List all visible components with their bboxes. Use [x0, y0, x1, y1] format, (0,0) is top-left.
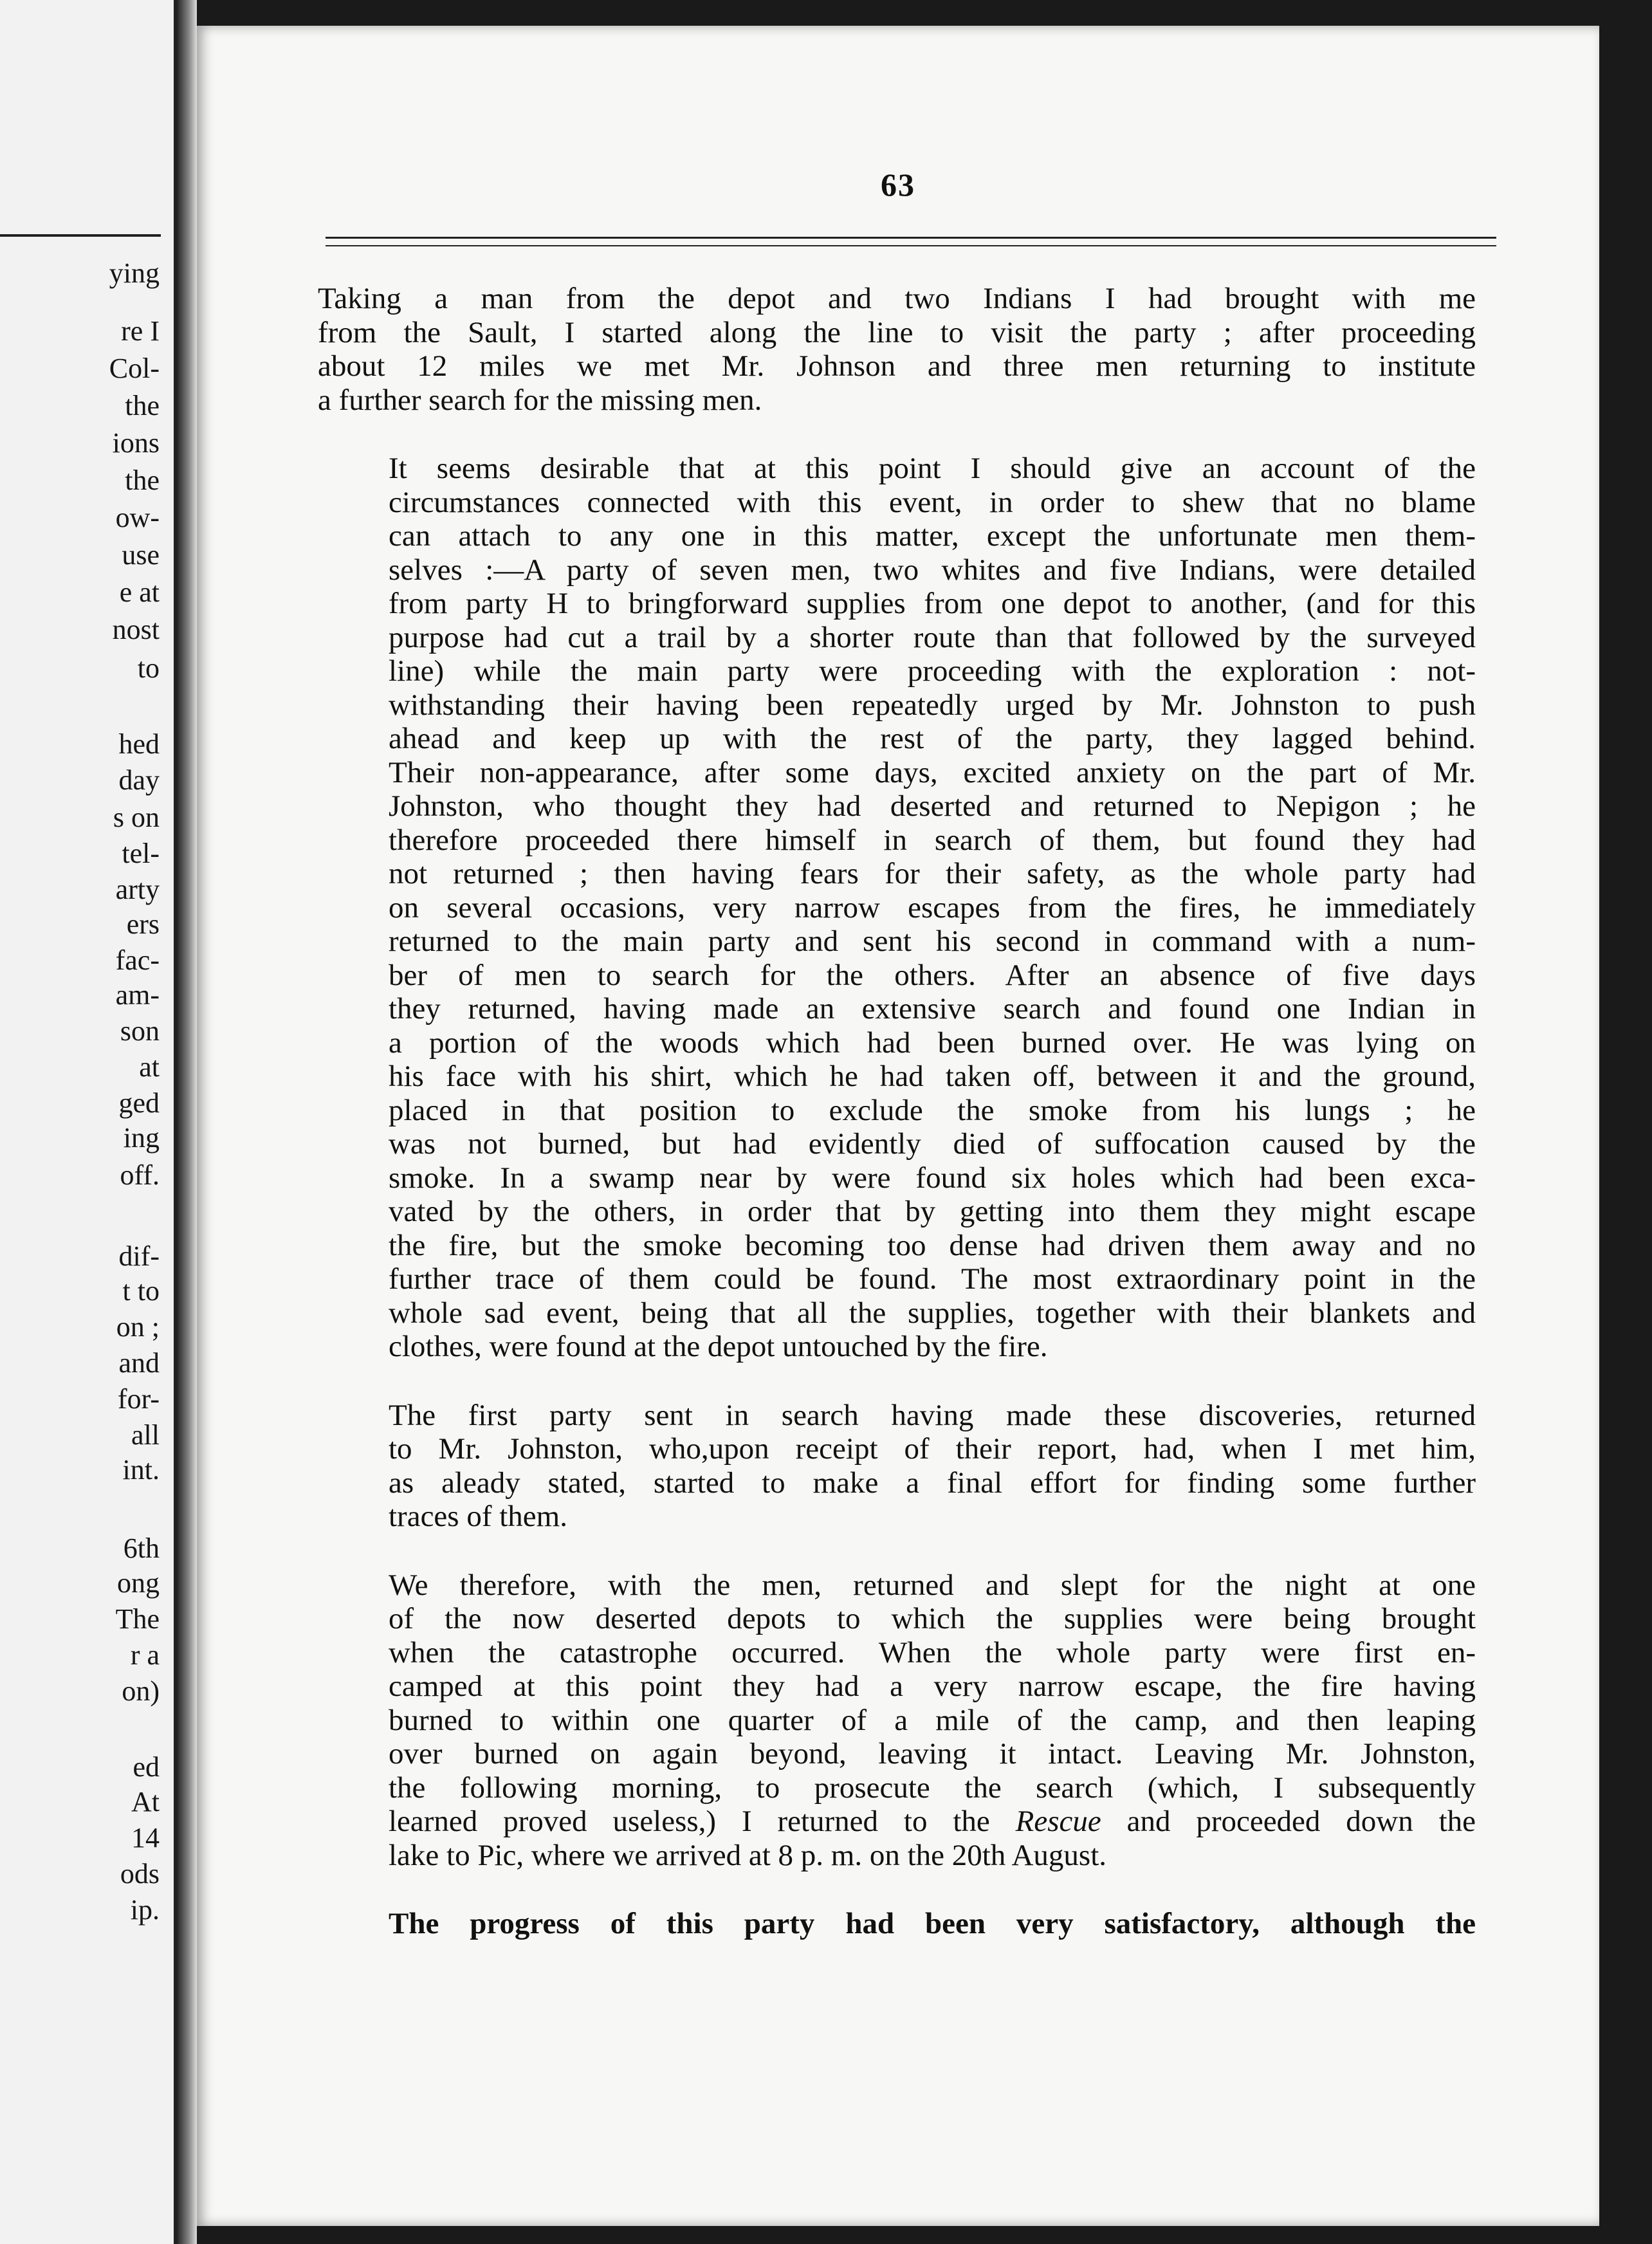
facing-page-fragment: hed	[118, 728, 160, 760]
text-line: the fire, but the smoke becoming too dense had driven them away and no	[389, 1228, 1476, 1262]
facing-page-fragment: 6th	[123, 1532, 160, 1564]
facing-page-fragment: the	[125, 464, 160, 496]
text-fragment: and proceeded down the	[1126, 1805, 1476, 1838]
paragraph-1	[318, 282, 1476, 417]
text-line: from party H to bringforward supplies from one depot to another, (and for this	[389, 587, 1476, 620]
document-page	[197, 26, 1599, 2226]
paragraph-2	[318, 452, 1476, 1364]
text-fragment: learned proved useless,) I returned to the	[389, 1805, 990, 1838]
facing-page-fragment: ying	[109, 257, 160, 289]
facing-page-fragment: ip.	[130, 1894, 160, 1926]
facing-page-fragment: At	[131, 1786, 160, 1817]
page-number: 63	[881, 167, 915, 203]
facing-page-fragment: for-	[117, 1383, 160, 1415]
text-line: Johnston, who thought they had deserted and returned to Nepigon ; he	[389, 789, 1476, 823]
text-line: camped at this point they had a very narrow escape, the fire having	[389, 1669, 1476, 1703]
text-line: placed in that position to exclude the smoke from his lungs ; he	[389, 1093, 1476, 1127]
text-line: as aleady stated, started to make a final effort for finding some further	[389, 1466, 1476, 1500]
text-line: Their non-appearance, after some days, excited anxiety on the part of Mr.	[389, 755, 1476, 789]
text-line: a further search for the missing men.	[318, 383, 762, 417]
text-line	[318, 1805, 1476, 1839]
facing-page-fragment: ods	[120, 1858, 160, 1890]
facing-page-fragment: ers	[126, 908, 160, 940]
body-text	[318, 282, 1476, 1941]
text-line: can attach to any one in this matter, except the unfortunate men them-	[389, 519, 1476, 553]
text-line: his face with his shirt, which he had taken off, between it and the ground,	[389, 1060, 1476, 1093]
facing-page-fragment: 14	[131, 1822, 160, 1853]
facing-page-fragment: all	[131, 1419, 160, 1451]
text-line: not returned ; then having fears for their safety, as the whole party had	[389, 857, 1476, 890]
facing-page-fragment: at	[139, 1051, 160, 1083]
facing-page-fragment: re I	[121, 315, 160, 347]
text-line: lake to Pic, where we arrived at 8 p. m. on the 20th August.	[389, 1838, 1106, 1872]
text-line: was not burned, but had evidently died of suffocation caused by the	[389, 1127, 1476, 1161]
text-line: purpose had cut a trail by a shorter route than that followed by the surveyed	[389, 620, 1476, 654]
text-line: about 12 miles we met Mr. Johnson and three men returning to institute	[318, 349, 1476, 383]
facing-page-fragment: nost	[112, 614, 160, 645]
facing-page-fragment: int.	[122, 1454, 160, 1485]
facing-page-fragment: dif-	[118, 1240, 160, 1272]
text-line: over burned on again beyond, leaving it intact. Leaving Mr. Johnston,	[389, 1737, 1476, 1770]
facing-page-fragment: am-	[115, 979, 160, 1011]
header-rule	[326, 237, 1496, 246]
facing-page-fragment: off.	[120, 1159, 160, 1191]
text-line: It seems desirable that at this point I should give an account of the	[389, 452, 1476, 485]
facing-page-fragment: ged	[118, 1087, 160, 1119]
facing-page-fragment: to	[137, 652, 160, 684]
text-line: traces of them.	[389, 1500, 567, 1533]
text-line: ber of men to search for the others. After an absence of five days	[389, 958, 1476, 992]
facing-page-fragment: s on	[113, 802, 160, 833]
paragraph-3	[318, 1399, 1476, 1534]
facing-page-fragment: use	[122, 539, 160, 571]
text-line: The first party sent in search having made these discoveries, returned	[389, 1398, 1476, 1432]
book-gutter	[178, 0, 197, 2244]
facing-page-fragment: r a	[130, 1639, 160, 1671]
text-line: whole sad event, being that all the supplies, together with their blankets and	[389, 1296, 1476, 1330]
text-line: We therefore, with the men, returned and slept for the night at one	[389, 1568, 1476, 1602]
facing-page-fragment: tel-	[122, 838, 160, 869]
text-line: returned to the main party and sent his second in command with a num-	[389, 924, 1476, 958]
text-line: of the now deserted depots to which the supplies were being brought	[389, 1602, 1476, 1635]
text-line: line) while the main party were proceeding with the exploration : not-	[389, 654, 1476, 688]
paragraph-5	[318, 1907, 1476, 1941]
facing-page-fragment: Col-	[109, 353, 160, 384]
text-line: a portion of the woods which had been burned over. He was lying on	[389, 1025, 1476, 1060]
facing-page-rule	[0, 234, 161, 237]
text-line: they returned, having made an extensive search and found one Indian in	[389, 992, 1476, 1025]
text-line: withstanding their having been repeatedly urged by Mr. Johnston to push	[389, 688, 1476, 722]
text-line: therefore proceeded there himself in search of them, but found they had	[389, 823, 1476, 857]
text-line: clothes, were found at the depot untouched by the fire.	[389, 1330, 1048, 1363]
text-line: The progress of this party had been very satisfactory, although the	[389, 1907, 1476, 1940]
facing-page-fragment: on ;	[116, 1311, 160, 1343]
facing-page-fragment: ing	[123, 1122, 160, 1154]
text-line: the following morning, to prosecute the search (which, I subsequently	[389, 1770, 1476, 1805]
text-line: smoke. In a swamp near by were found six holes which had been exca-	[389, 1161, 1476, 1195]
facing-page-fragment: The	[115, 1603, 160, 1635]
facing-page-fragment: ong	[117, 1567, 160, 1599]
text-line: circumstances connected with this event, in order to shew that no blame	[389, 485, 1476, 519]
facing-page-fragment: day	[118, 764, 160, 796]
facing-page-fragment: ions	[112, 427, 160, 459]
paragraph-4	[318, 1568, 1476, 1873]
text-line: further trace of them could be found. The most extraordinary point in the	[389, 1262, 1476, 1296]
text-line: burned to within one quarter of a mile of the camp, and then leaping	[389, 1703, 1476, 1737]
facing-page-fragment: the	[125, 390, 160, 421]
facing-page-fragment: and	[118, 1347, 160, 1379]
facing-page-fragment: e at	[119, 576, 160, 608]
facing-page-fragment: t to	[122, 1275, 160, 1307]
facing-page-fragment: son	[120, 1015, 160, 1047]
text-line: when the catastrophe occurred. When the whole party were first en-	[389, 1635, 1476, 1669]
facing-page-fragment: arty	[115, 874, 160, 905]
text-line: from the Sault, I started along the line to visit the party ; after proceeding	[318, 315, 1476, 349]
facing-page-fragment: fac-	[115, 944, 160, 976]
facing-page-fragment: ed	[133, 1751, 160, 1783]
text-line: ahead and keep up with the rest of the party, they lagged behind.	[389, 722, 1476, 755]
text-line: selves :—A party of seven men, two whites and five Indians, were detailed	[389, 553, 1476, 587]
italic-ship-name: Rescue	[1015, 1805, 1101, 1838]
text-line: Taking a man from the depot and two Indians I had brought with me	[318, 282, 1476, 315]
facing-page-edge	[0, 0, 178, 2244]
text-line: vated by the others, in order that by getting into them they might escape	[389, 1195, 1476, 1228]
facing-page-fragment: on)	[122, 1675, 160, 1707]
facing-page-fragment: ow-	[115, 502, 160, 533]
text-line: on several occasions, very narrow escapes from the fires, he immediately	[389, 890, 1476, 924]
text-line: to Mr. Johnston, who,upon receipt of their report, had, when I met him,	[389, 1432, 1476, 1466]
